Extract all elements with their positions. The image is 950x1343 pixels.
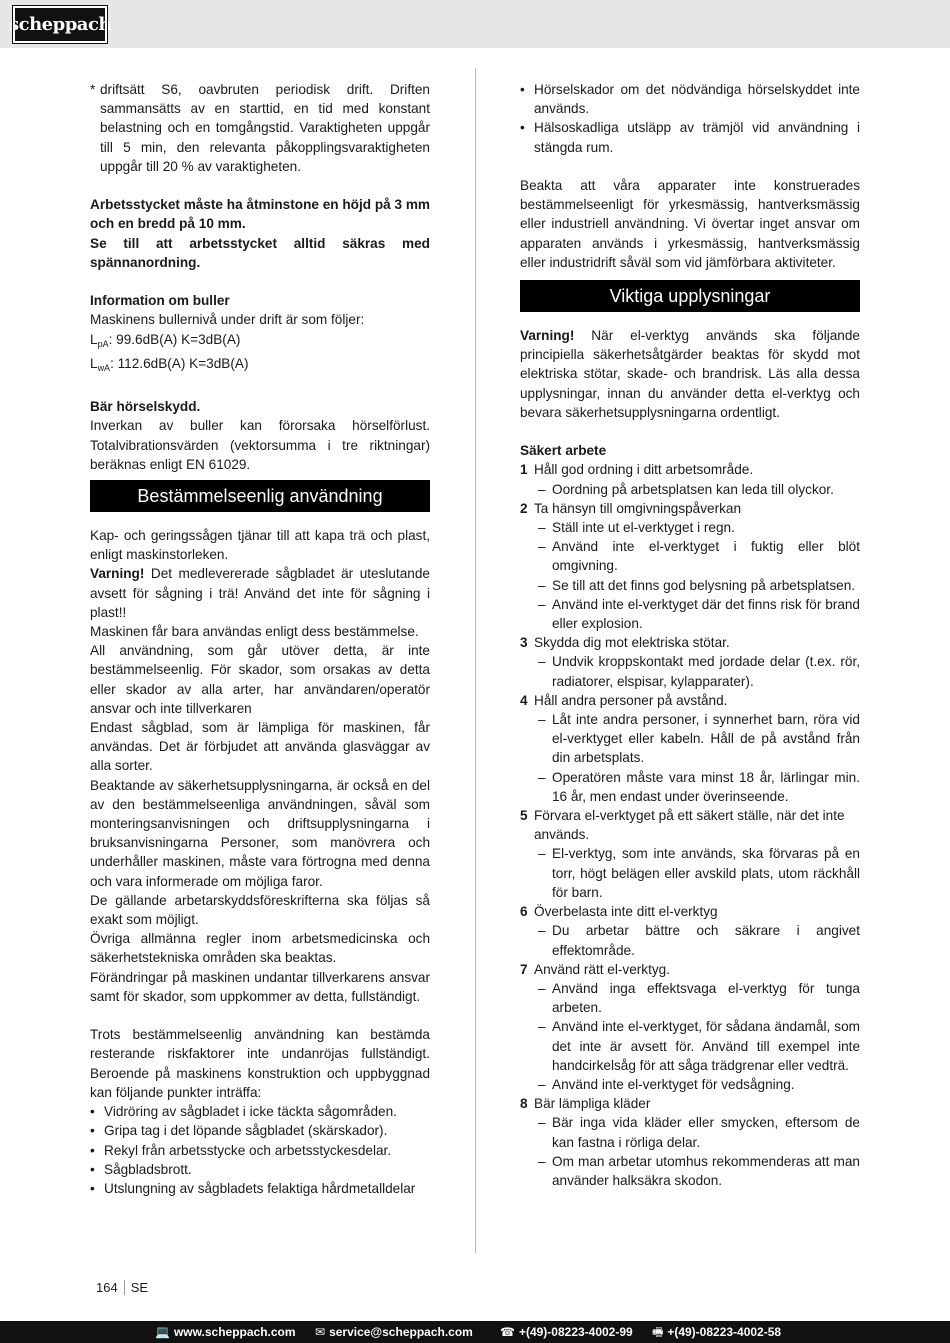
list-item: • Hörselskador om det nödvändiga hörselskyddet inte används.: [520, 82, 860, 117]
sub-item: – Oordning på arbetsplatsen kan leda till olyckor.: [538, 481, 834, 497]
numbered-item: 2 Ta hänsyn till omgivningspåverkan: [520, 500, 742, 516]
fax-number: 🖷 +(49)-08223-4002-58: [652, 1321, 781, 1343]
workpiece-clamp-note: Se till att arbetsstycket alltid säkras med spännanordning.: [90, 235, 430, 270]
sub-item: – Bär inga vida kläder eller smycken, eftersom de kan fastna i rörliga delar.: [538, 1115, 860, 1150]
intended-use-p8: Övriga allmänna regler inom arbetsmedicinska och säkerhetstekniska områden ska beaktas.: [90, 931, 430, 966]
numbered-item: 6 Överbelasta inte ditt el-verktyg: [520, 904, 718, 920]
phone-icon: ☎: [500, 1325, 515, 1339]
sub-item: – Operatören måste vara minst 18 år, lärlingar min. 16 år, men endast under överinseende.: [538, 769, 860, 804]
numbered-item: 1 Håll god ordning i ditt arbetsområde.: [520, 462, 754, 478]
sub-item: – Du arbetar bättre och säkrare i angivet effektområde.: [538, 923, 860, 958]
mail-icon: ✉: [315, 1325, 326, 1339]
page-footer: [96, 1280, 148, 1295]
important-warning: Varning! När el-verktyg används ska följande principiella säkerhetsåtgärder beaktas för skydd mot elektriska stötar, skade- och brandrisk. Läs alla dessa upplysningar, innan du använder detta el-verktyg och bevara säkerhetsupplysningarna ordentligt.: [520, 328, 860, 420]
safe-work-heading: Säkert arbete: [520, 443, 607, 459]
workpiece-size-note: Arbetsstycket måste ha åtminstone en höjd på 3 mm och en bredd på 10 mm.: [90, 197, 430, 232]
numbered-item: 4 Håll andra personer på avstånd.: [520, 692, 728, 708]
phone-number: ☎ +(49)-08223-4002-99: [500, 1321, 633, 1343]
right-column: [520, 80, 860, 1190]
sub-item: – Undvik kroppskontakt med jordade delar (t.ex. rör, radiatorer, elspisar, kylapparater).: [538, 654, 860, 689]
list-item: • Vidröring av sågbladet i icke täckta sågområden.: [90, 1104, 397, 1120]
intended-use-p9: Förändringar på maskinen undantar tillverkarens ansvar samt för skador, som uppkommer av detta, fullständigt.: [90, 969, 430, 1004]
residual-risk-text: Trots bestämmelseenlig användning kan bestämda resterande riskfaktorer inte undanröjas fullständigt. Beroende på maskinens konstruktion och uppbyggnad kan följande punkter inträffa:: [90, 1027, 430, 1100]
noise-intro: Maskinens bullernivå under drift är som följer:: [90, 312, 365, 328]
intended-use-warning: Varning! Det medlevererade sågbladet är uteslutande avsett för sågning i trä! Använd det inte för sågning i plast!!: [90, 566, 430, 620]
commercial-use-note: Beakta att våra apparater inte konstruerades bestämmelseenligt för yrkesmässig, hantverksmässig eller industriell användning. Vi övertar inget ansvar om apparaten används i yrkesmässig, hantverksmässig eller industridrift såväl som vid jämförbara aktiviteter.: [520, 178, 860, 270]
intended-use-p6: Beaktande av säkerhetsupplysningarna, är också en del av den bestämmelseenliga användningen, såväl som monteringsanvisningen och driftsupplysningarna i bruksanvisningarna Personer, som manövrera och underhåller maskinen, måste vara förtrogna med denna och vara informerade om möjliga faror.: [90, 777, 430, 889]
lpa-value: $L_{pA}$: 99.6dB(A) K=3dB(A): [90, 331, 241, 349]
page-number: 164: [96, 1280, 125, 1295]
list-item: • Hälsoskadliga utsläpp av trämjöl vid användning i stängda rum.: [520, 120, 860, 155]
operation-note: * driftsätt S6, oavbruten periodisk drift. Driften sammansätts av en starttid, en tid med konstant belastning och en tomgångstid. Varaktigheten uppgår till 5 min, den relevanta påkopplingsvaraktigheten uppgår till 20 % av varaktigheten.: [90, 80, 430, 176]
list-item: • Sågbladsbrott.: [90, 1161, 192, 1177]
sub-item: – Använd inte el-verktyget för vedsågning.: [538, 1076, 795, 1092]
scheppach-logo: scheppach: [13, 6, 107, 43]
intended-use-p4: All användning, som går utöver detta, är inte bestämmelseenlig. För skador, som orsakas av detta eller skador av alla arter, har användaren/operatör ansvar och inte tillverkaren: [90, 643, 430, 716]
sub-item: – Se till att det finns god belysning på arbetsplatsen.: [538, 577, 856, 593]
sub-item: – El-verktyg, som inte används, ska förvaras på en torr, högt belägen eller avskild plats, utom räckhåll för barn.: [538, 846, 860, 900]
sub-item: – Använd inte el-verktyget där det finns risk för brand eller explosion.: [538, 596, 860, 632]
email-link[interactable]: ✉ service@scheppach.com: [315, 1321, 473, 1343]
numbered-item: 5 Förvara el-verktyget på ett säkert ställe, när det inte används.: [520, 808, 845, 843]
list-item: • Utslungning av sågbladets felaktiga hårdmetalldelar: [90, 1180, 416, 1196]
numbered-item: 7 Använd rätt el-verktyg.: [520, 961, 670, 977]
left-column: [90, 80, 430, 1198]
contact-bar: [0, 1321, 950, 1343]
noise-heading: Information om buller: [90, 293, 230, 309]
sub-item: – Använd inga effektsvaga el-verktyg för tunga arbeten.: [538, 980, 860, 1016]
sub-item: – Använd inte el-verktyget, för sådana ändamål, som det inte är avsett för. Använd till exempel inte handcirkelsåg för att såga trädgrenar eller vedträ.: [538, 1019, 860, 1073]
column-divider: [475, 68, 476, 1253]
hearing-protection-heading: Bär hörselskydd.: [90, 399, 201, 415]
sub-item: – Använd inte el-verktyget i fuktig eller blöt omgivning.: [538, 539, 860, 574]
intended-use-p1: Kap- och geringssågen tjänar till att kapa trä och plast, enligt maskinstorleken.: [90, 528, 430, 563]
list-item: • Gripa tag i det löpande sågbladet (skärskador).: [90, 1123, 388, 1139]
section-heading-intended-use: Bestämmelseenlig användning: [90, 480, 430, 512]
numbered-item: 8 Bär lämpliga kläder: [520, 1096, 651, 1112]
intended-use-p3: Maskinen får bara användas enligt dess bestämmelse.: [90, 624, 419, 640]
website-link[interactable]: 💻 www.scheppach.com: [155, 1321, 296, 1343]
fax-icon: 🖷: [652, 1325, 664, 1339]
computer-icon: 💻: [155, 1325, 170, 1339]
numbered-item: 3 Skydda dig mot elektriska stötar.: [520, 635, 730, 651]
sub-item: – Låt inte andra personer, i synnerhet barn, röra vid el-verktyget eller kabeln. Håll de på avstånd från din arbetsplats.: [538, 712, 860, 766]
section-heading-important-info: Viktiga upplysningar: [520, 280, 860, 312]
language-code: SE: [130, 1280, 149, 1295]
list-item: • Rekyl från arbetsstycke och arbetsstyckesdelar.: [90, 1142, 392, 1158]
sub-item: – Ställ inte ut el-verktyget i regn.: [538, 520, 735, 536]
header-bar: [0, 0, 950, 48]
safety-list: [520, 460, 860, 1190]
intended-use-p5: Endast sågblad, som är lämpliga för maskinen, får användas. Det är förbjudet att använda glasväggar av alla sorter.: [90, 720, 430, 774]
hearing-protection-text: Inverkan av buller kan förorsaka hörselförlust. Totalvibrationsvärden (vektorsumma i tre riktningar) beräknas enligt EN 61029.: [90, 418, 430, 472]
sub-item: – Om man arbetar utomhus rekommenderas att man använder halksäkra skodon.: [538, 1153, 860, 1188]
intended-use-p7: De gällande arbetarskyddsföreskrifterna ska följas så exakt som möjligt.: [90, 892, 430, 928]
lwa-value: $L_{wA}$: 112.6dB(A) K=3dB(A): [90, 355, 249, 373]
